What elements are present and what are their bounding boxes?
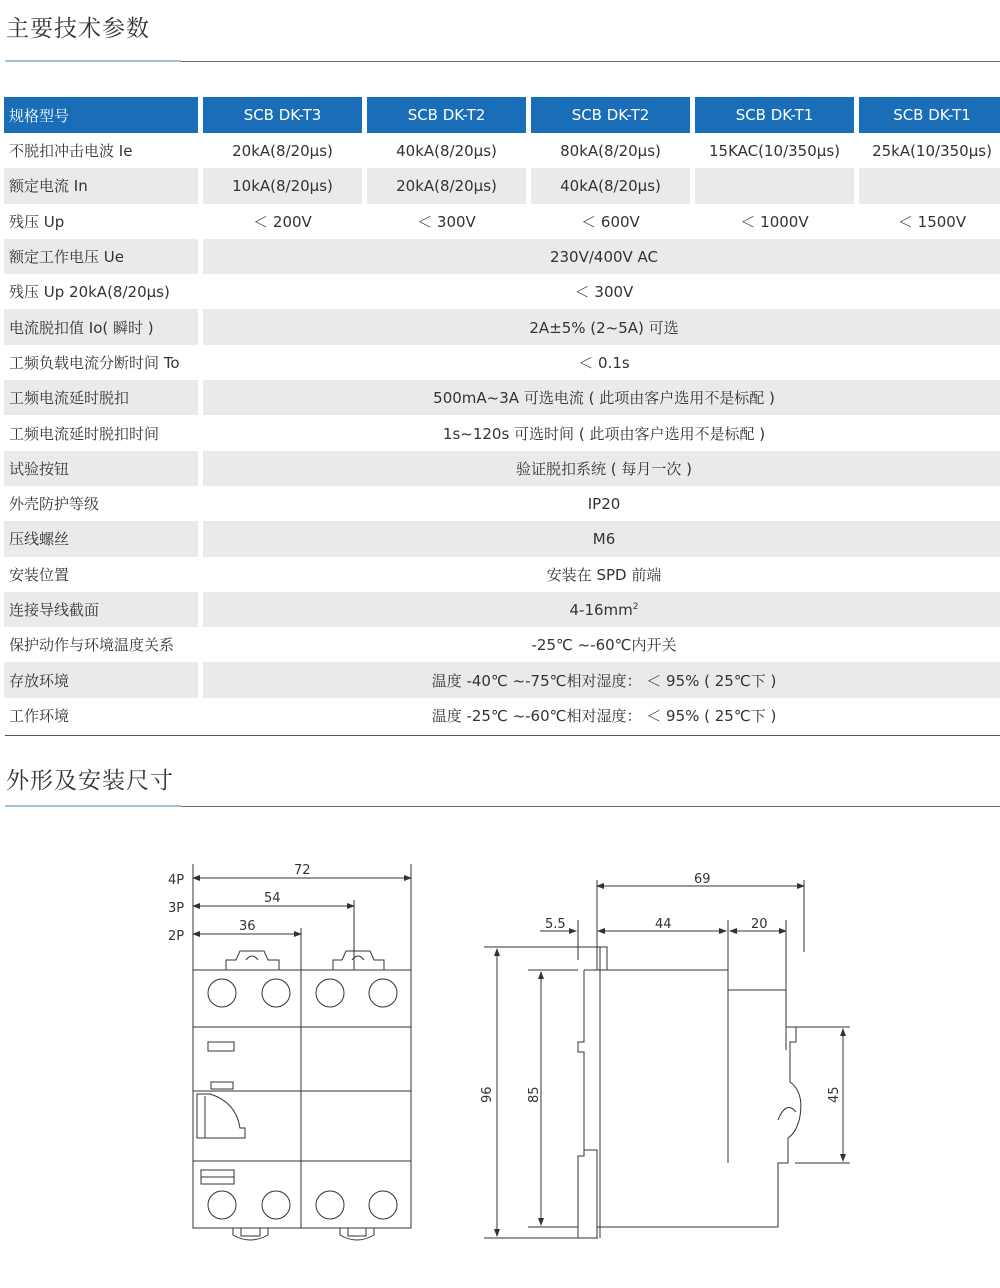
pole-label-4p: 4P (168, 873, 185, 888)
dim-20: 20 (751, 917, 768, 932)
table-cell: 20kA(8/20μs) (367, 168, 526, 203)
row-label: 不脱扣冲击电波 Ie (9, 142, 133, 161)
table-cell: 1s~120s 可选时间 ( 此项由客户选用不是标配 ) (442, 424, 766, 443)
table-cell: ＜ 1000V (740, 212, 809, 231)
side-view (484, 880, 850, 1238)
dim-5-5: 5.5 (545, 917, 566, 932)
table-cell: 40kA(8/20μs) (396, 141, 497, 160)
spec-table (0, 97, 1000, 733)
table-cell: 10kA(8/20μs) (203, 168, 362, 203)
section-divider-accent (5, 805, 181, 807)
table-cell (203, 592, 1000, 627)
table-cell: 500mA~3A 可选电流 ( 此项由客户选用不是标配 ) (203, 380, 1000, 415)
table-cell: M6 (203, 521, 1000, 556)
row-label: 额定电流 In (4, 168, 198, 203)
table-row (4, 521, 1000, 556)
table-row (4, 415, 1000, 450)
table-row (4, 204, 1000, 239)
row-label: 电流脱扣值 Io( 瞬时 ) (4, 309, 198, 344)
row-label: 外壳防护等级 (9, 495, 100, 514)
row-label: 安装位置 (9, 565, 70, 584)
table-header-cell: SCB DK-T1 (695, 97, 854, 133)
table-header-row (4, 97, 1000, 133)
table-cell: ＜ 300V (574, 283, 634, 302)
table-row (4, 627, 1000, 662)
dim-44: 44 (655, 917, 672, 932)
dim-72: 72 (294, 863, 311, 878)
table-cell: 25kA(10/350μs) (872, 141, 992, 160)
table-cell: 15KAC(10/350μs) (709, 141, 840, 160)
row-label: 工作环境 (9, 706, 70, 725)
table-row (4, 309, 1000, 344)
table-row (4, 662, 1000, 697)
table-header-cell: SCB DK-T2 (367, 97, 526, 133)
row-label: 存放环境 (4, 662, 198, 697)
table-cell: 安装在 SPD 前端 (546, 565, 662, 584)
row-label: 试验按钮 (4, 451, 198, 486)
row-label: 工频负载电流分断时间 To (9, 353, 180, 372)
row-label: 工频电流延时脱扣时间 (9, 424, 160, 443)
front-view (193, 864, 411, 1240)
section-title-dimensions: 外形及安装尺寸 (6, 768, 174, 794)
table-row (4, 557, 1000, 592)
row-label: 额定工作电压 Ue (4, 239, 198, 274)
row-label: 连接导线截面 (4, 592, 198, 627)
table-cell (695, 168, 854, 203)
dimension-drawings (0, 820, 1000, 1280)
table-cell: -25℃ ~-60℃内开关 (531, 636, 677, 655)
table-row (4, 239, 1000, 274)
table-cell: 230V/400V AC (203, 239, 1000, 274)
table-cell: ＜ 0.1s (578, 353, 630, 372)
table-row (4, 698, 1000, 733)
table-row (4, 168, 1000, 203)
section-title-specs: 主要技术参数 (6, 16, 150, 42)
table-header-cell: SCB DK-T3 (203, 97, 362, 133)
table-row (4, 274, 1000, 309)
table-bottom-rule (5, 735, 1000, 736)
dim-36: 36 (239, 919, 256, 934)
table-header-cell: 规格型号 (4, 97, 198, 133)
table-cell: 温度 -40℃ ~-75℃相对湿度： ＜ 95% ( 25℃下 ) (203, 662, 1000, 697)
table-cell: ＜ 1500V (897, 212, 967, 231)
table-row (4, 451, 1000, 486)
table-cell: 2A±5% (2~5A) 可选 (203, 309, 1000, 344)
dim-45: 45 (827, 1086, 842, 1103)
row-label: 压线螺丝 (4, 521, 198, 556)
dim-85: 85 (527, 1086, 542, 1103)
wire-section-value: 4-16mm (569, 600, 633, 619)
table-row (4, 133, 1000, 168)
dim-69: 69 (694, 872, 711, 887)
table-header-cell: SCB DK-T2 (531, 97, 690, 133)
section-divider-accent (5, 60, 181, 62)
dim-54: 54 (264, 891, 281, 906)
superscript: 2 (632, 601, 639, 612)
table-cell: ＜ 200V (253, 212, 312, 231)
table-cell: 80kA(8/20μs) (560, 141, 661, 160)
table-row (4, 486, 1000, 521)
table-cell: IP20 (587, 494, 621, 513)
table-row (4, 592, 1000, 627)
table-cell: 20kA(8/20μs) (232, 141, 333, 160)
row-label: 工频电流延时脱扣 (4, 380, 198, 415)
dim-96: 96 (480, 1086, 495, 1103)
table-header-cell: SCB DK-T1 (859, 97, 1000, 133)
row-label: 保护动作与环境温度关系 (9, 636, 175, 655)
table-cell: 温度 -25℃ ~-60℃相对湿度： ＜ 95% ( 25℃下 ) (431, 706, 777, 725)
table-row (4, 380, 1000, 415)
pole-label-2p: 2P (168, 929, 185, 944)
table-cell (859, 168, 1000, 203)
pole-label-3p: 3P (168, 901, 185, 916)
table-cell: 40kA(8/20μs) (531, 168, 690, 203)
row-label: 残压 Up 20kA(8/20μs) (9, 283, 170, 302)
table-row (4, 345, 1000, 380)
table-cell: ＜ 600V (581, 212, 640, 231)
table-cell: ＜ 300V (417, 212, 476, 231)
table-cell: 验证脱扣系统 ( 每月一次 ) (203, 451, 1000, 486)
row-label: 残压 Up (9, 212, 65, 231)
